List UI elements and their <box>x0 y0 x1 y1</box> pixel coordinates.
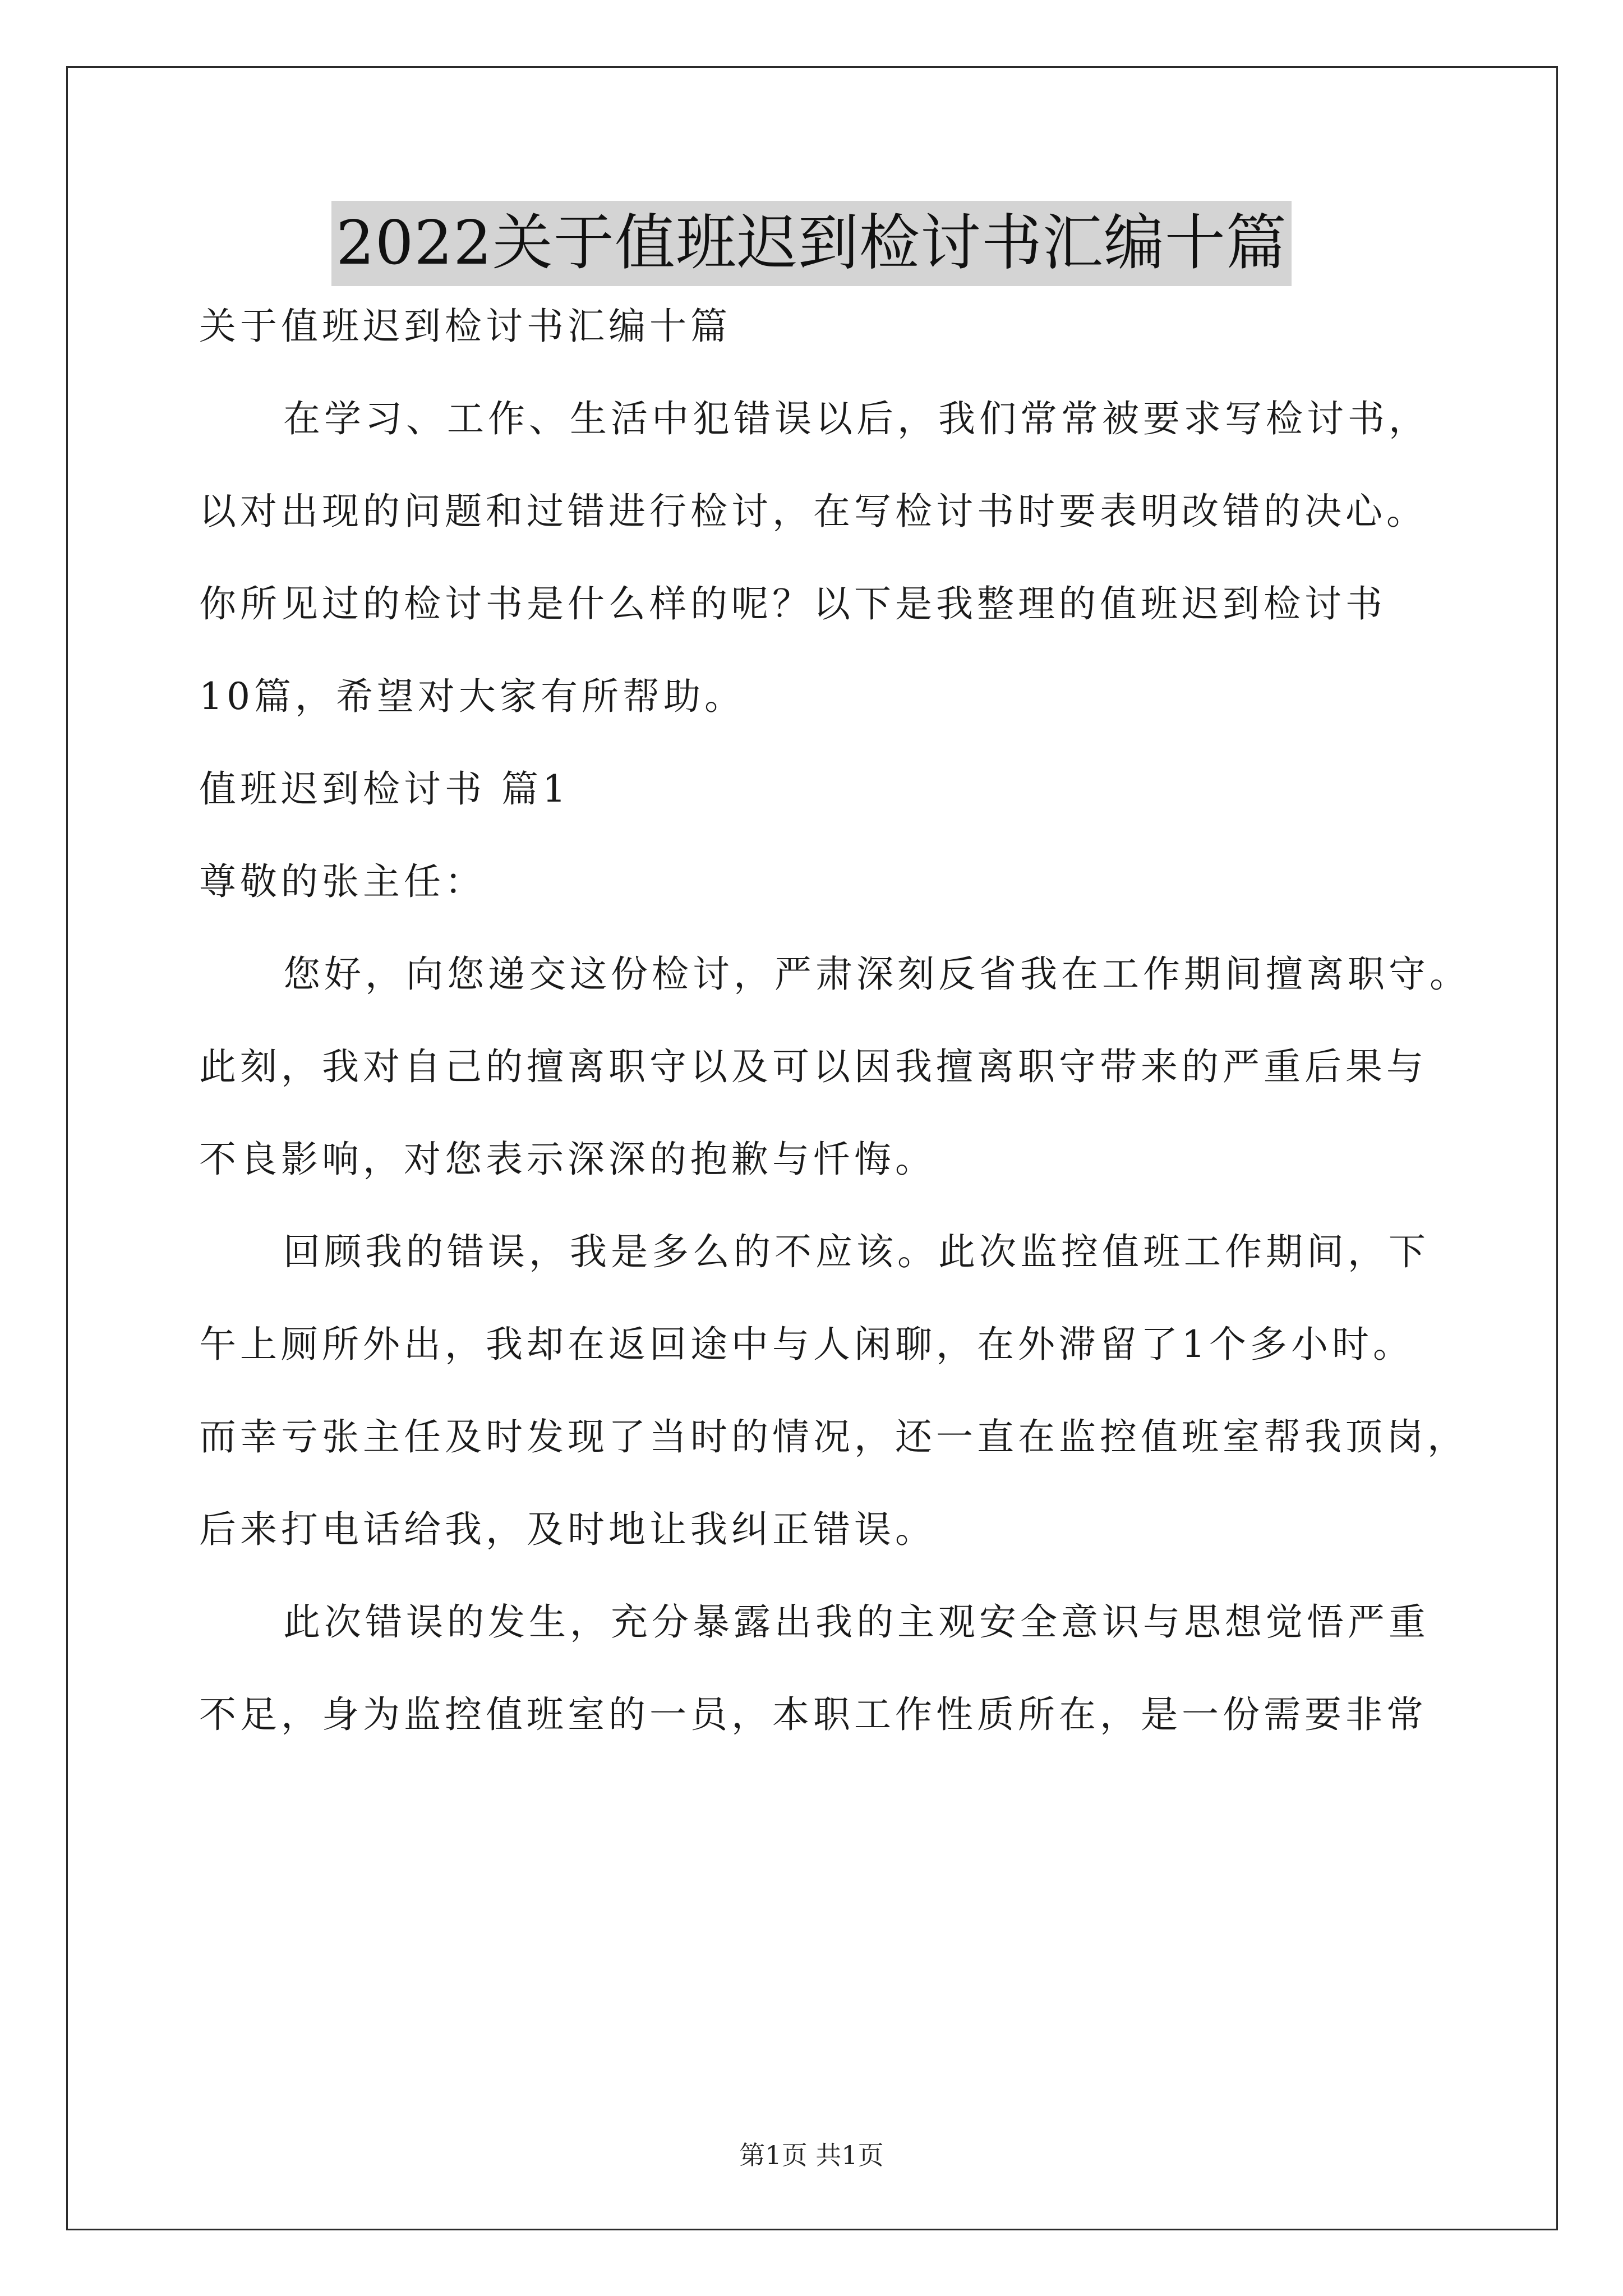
paragraph-line: 此刻，我对自己的擅离职守以及可以因我擅离职守带来的严重后果与 <box>199 1045 1427 1088</box>
paragraph-line: 午上厕所外出，我却在返回途中与人闲聊，在外滞留了1个多小时。 <box>199 1323 1414 1366</box>
paragraph-line: 而幸亏张主任及时发现了当时的情况，还一直在监控值班室帮我顶岗， <box>199 1415 1468 1458</box>
paragraph-line: 此次错误的发生，充分暴露出我的主观安全意识与思想觉悟严重 <box>283 1600 1430 1644</box>
paragraph-line: 不良影响，对您表示深深的抱歉与忏悔。 <box>199 1138 936 1181</box>
paragraph-line: 后来打电话给我，及时地让我纠正错误。 <box>199 1508 936 1551</box>
paragraph-line: 您好，向您递交这份检讨，严肃深刻反省我在工作期间擅离职守。 <box>283 953 1470 996</box>
document-body <box>199 298 1470 1779</box>
salutation: 尊敬的张主任： <box>199 860 486 903</box>
paragraph-line: 以对出现的问题和过错进行检讨，在写检讨书时要表明改错的决心。 <box>199 490 1427 533</box>
page-footer: 第1页 共1页 <box>739 2140 884 2170</box>
paragraph-line: 在学习、工作、生活中犯错误以后，我们常常被要求写检讨书， <box>283 397 1430 440</box>
paragraph-line: 不足，身为监控值班室的一员，本职工作性质所在，是一份需要非常 <box>199 1693 1427 1736</box>
paragraph-line: 回顾我的错误，我是多么的不应该。此次监控值班工作期间，下 <box>283 1230 1430 1273</box>
paragraph-line: 关于值班迟到检讨书汇编十篇 <box>199 305 731 348</box>
document-title: 2022关于值班迟到检讨书汇编十篇 <box>331 201 1292 286</box>
paragraph-line: 10篇，希望对大家有所帮助。 <box>199 675 745 718</box>
title-wrap <box>0 201 1623 286</box>
section-heading: 值班迟到检讨书 篇1 <box>199 767 570 811</box>
paragraph-line: 你所见过的检讨书是什么样的呢？以下是我整理的值班迟到检讨书 <box>199 582 1386 625</box>
